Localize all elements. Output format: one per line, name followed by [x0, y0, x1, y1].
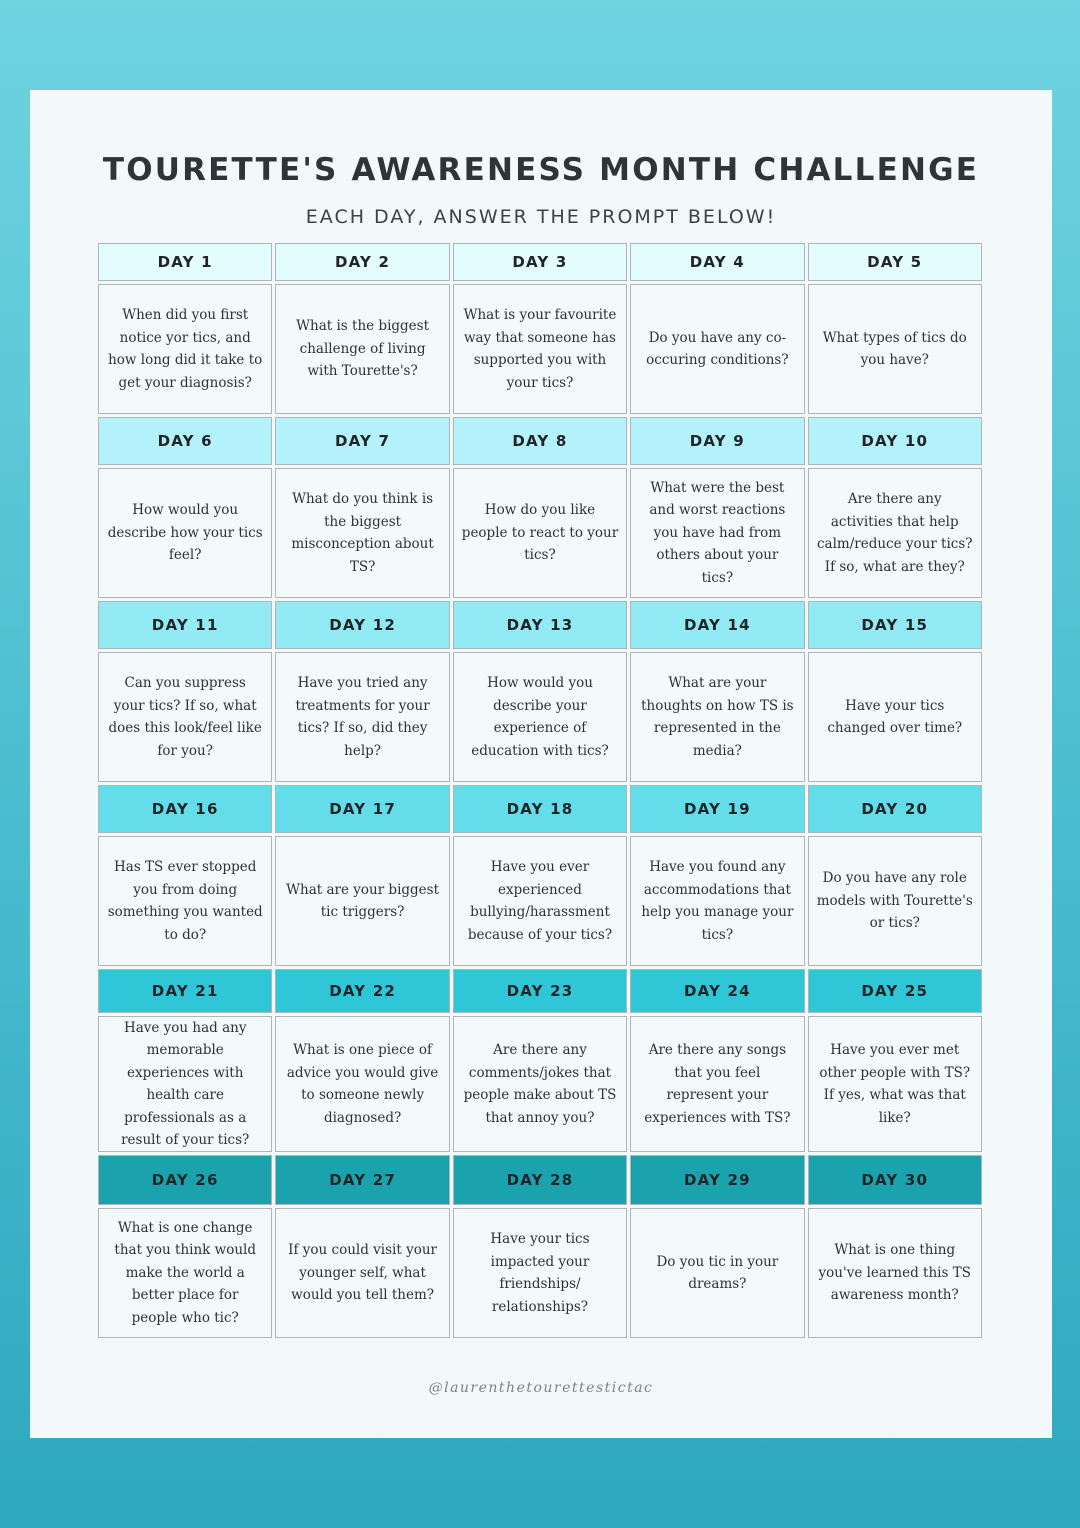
- day-header: DAY 29: [630, 1155, 804, 1205]
- day-header: DAY 17: [275, 785, 449, 833]
- day-header: DAY 2: [275, 243, 449, 281]
- day-prompt: Have you ever experienced bullying/harassment because of your tics?: [453, 836, 627, 966]
- day-header: DAY 12: [275, 601, 449, 649]
- day-prompt: Do you have any co-occuring conditions?: [630, 284, 804, 414]
- day-header: DAY 5: [808, 243, 982, 281]
- day-header: DAY 8: [453, 417, 627, 465]
- day-header: DAY 30: [808, 1155, 982, 1205]
- day-header: DAY 10: [808, 417, 982, 465]
- day-prompt: Have your tics impacted your friendships/ relationships?: [453, 1208, 627, 1338]
- day-header: DAY 1: [98, 243, 272, 281]
- header-row: [98, 601, 982, 649]
- prompt-row: [98, 468, 982, 598]
- day-header: DAY 9: [630, 417, 804, 465]
- header-row: [98, 243, 982, 281]
- day-header: DAY 15: [808, 601, 982, 649]
- day-header: DAY 13: [453, 601, 627, 649]
- challenge-card: [30, 90, 1052, 1438]
- day-prompt: Do you tic in your dreams?: [630, 1208, 804, 1338]
- day-header: DAY 22: [275, 969, 449, 1013]
- day-header: DAY 26: [98, 1155, 272, 1205]
- day-header: DAY 18: [453, 785, 627, 833]
- day-prompt: Have you tried any treatments for your tics? If so, did they help?: [275, 652, 449, 782]
- page-title: TOURETTE'S AWARENESS MONTH CHALLENGE: [102, 152, 980, 188]
- day-header: DAY 25: [808, 969, 982, 1013]
- prompt-row: [98, 284, 982, 414]
- day-prompt: Have you ever met other people with TS? If yes, what was that like?: [808, 1016, 982, 1152]
- day-header: DAY 19: [630, 785, 804, 833]
- day-prompt: When did you first notice yor tics, and how long did it take to get your diagnosis?: [98, 284, 272, 414]
- day-header: DAY 21: [98, 969, 272, 1013]
- day-header: DAY 27: [275, 1155, 449, 1205]
- day-prompt: What is one thing you've learned this TS awareness month?: [808, 1208, 982, 1338]
- day-prompt: Has TS ever stopped you from doing something you wanted to do?: [98, 836, 272, 966]
- footer-handle: @laurenthetourettestictac: [428, 1380, 654, 1396]
- header-row: [98, 969, 982, 1013]
- day-prompt: Have you found any accommodations that help you manage your tics?: [630, 836, 804, 966]
- day-header: DAY 4: [630, 243, 804, 281]
- day-prompt: What is one change that you think would make the world a better place for people who tic?: [98, 1208, 272, 1338]
- header-row: [98, 785, 982, 833]
- prompt-row: [98, 1208, 982, 1338]
- prompt-row: [98, 836, 982, 966]
- day-prompt: What types of tics do you have?: [808, 284, 982, 414]
- day-prompt: Are there any songs that you feel represent your experiences with TS?: [630, 1016, 804, 1152]
- day-header: DAY 23: [453, 969, 627, 1013]
- prompt-row: [98, 652, 982, 782]
- day-prompt: If you could visit your younger self, what would you tell them?: [275, 1208, 449, 1338]
- header-row: [98, 417, 982, 465]
- day-prompt: What were the best and worst reactions you have had from others about your tics?: [630, 468, 804, 598]
- day-header: DAY 7: [275, 417, 449, 465]
- day-prompt: Have you had any memorable experiences with health care professionals as a result of your tics?: [98, 1016, 272, 1152]
- day-header: DAY 20: [808, 785, 982, 833]
- day-prompt: How would you describe how your tics feel?: [98, 468, 272, 598]
- page-subtitle: EACH DAY, ANSWER THE PROMPT BELOW!: [305, 206, 777, 228]
- day-prompt: What is the biggest challenge of living with Tourette's?: [275, 284, 449, 414]
- day-prompt: How would you describe your experience of education with tics?: [453, 652, 627, 782]
- day-header: DAY 3: [453, 243, 627, 281]
- day-prompt: What is one piece of advice you would give to someone newly diagnosed?: [275, 1016, 449, 1152]
- day-header: DAY 6: [98, 417, 272, 465]
- day-prompt: What are your thoughts on how TS is represented in the media?: [630, 652, 804, 782]
- day-prompt: Are there any activities that help calm/reduce your tics? If so, what are they?: [808, 468, 982, 598]
- day-prompt: Are there any comments/jokes that people make about TS that annoy you?: [453, 1016, 627, 1152]
- day-header: DAY 28: [453, 1155, 627, 1205]
- challenge-grid: [98, 243, 982, 1341]
- day-header: DAY 11: [98, 601, 272, 649]
- header-row: [98, 1155, 982, 1205]
- day-prompt: Have your tics changed over time?: [808, 652, 982, 782]
- day-prompt: What do you think is the biggest misconception about TS?: [275, 468, 449, 598]
- day-header: DAY 14: [630, 601, 804, 649]
- day-header: DAY 16: [98, 785, 272, 833]
- day-prompt: Can you suppress your tics? If so, what does this look/feel like for you?: [98, 652, 272, 782]
- day-prompt: How do you like people to react to your tics?: [453, 468, 627, 598]
- day-header: DAY 24: [630, 969, 804, 1013]
- day-prompt: Do you have any role models with Tourette's or tics?: [808, 836, 982, 966]
- day-prompt: What are your biggest tic triggers?: [275, 836, 449, 966]
- day-prompt: What is your favourite way that someone has supported you with your tics?: [453, 284, 627, 414]
- prompt-row: [98, 1016, 982, 1152]
